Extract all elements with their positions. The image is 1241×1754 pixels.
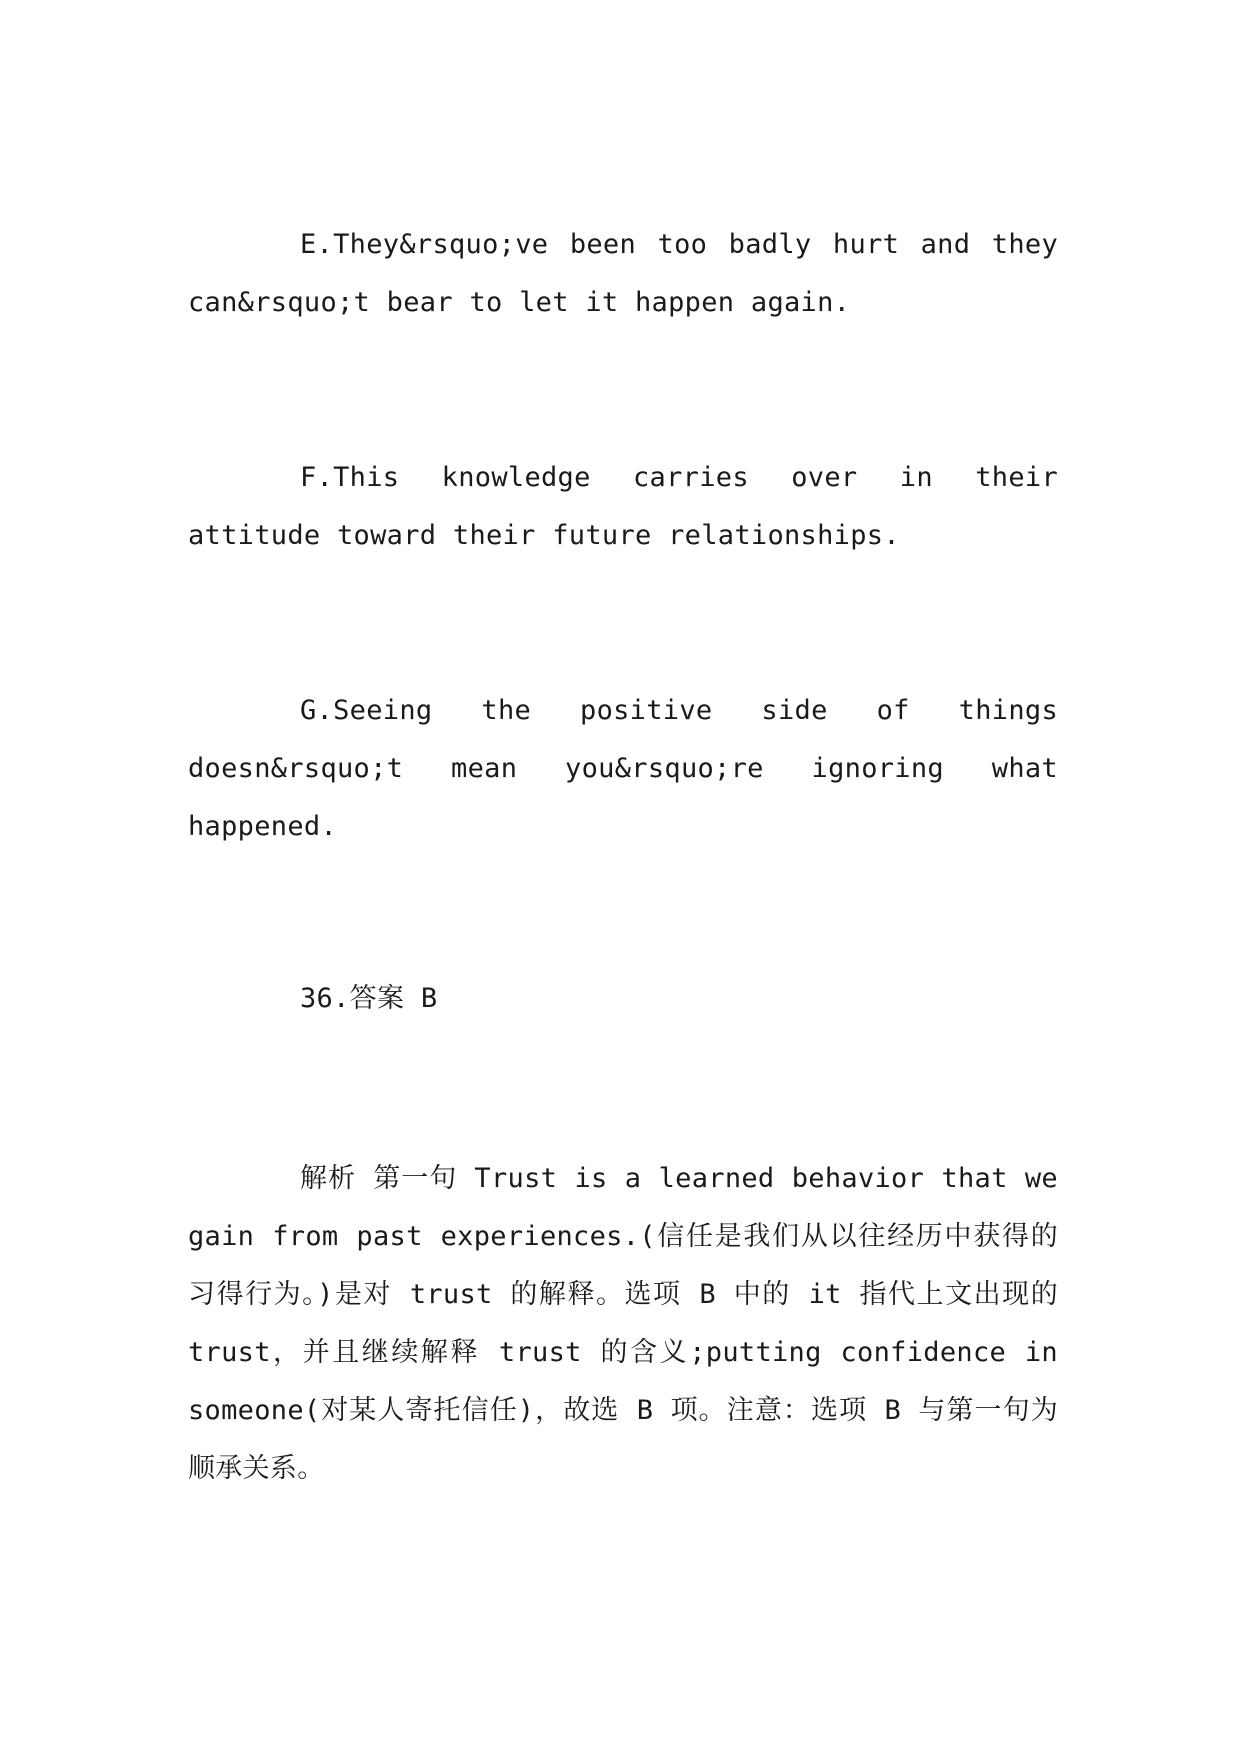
option-g-paragraph: G.Seeing the positive side of things doesn&rsquo;t mean you&rsquo;re ignoring what happened. (188, 695, 1058, 842)
explanation-paragraph: 解析 第一句 Trust is a learned behavior that we gain from past experiences.(信任是我们从以往经历中获得的习得行为。)是对 trust 的解释。选项 B 中的 it 指代上文出现的 trust，并且继续解释 trust 的含义;putting confidence in someone(对某人寄托信任)，故选 B 项。注意：选项 B 与第一句为顺承关系。 (188, 1163, 1058, 1484)
answer-paragraph: 36.答案 B (300, 983, 438, 1014)
option-f-paragraph: F.This knowledge carries over in their attitude toward their future relationships. (188, 462, 1058, 551)
option-e-paragraph: E.They&rsquo;ve been too badly hurt and they can&rsquo;t bear to let it happen again. (188, 229, 1058, 318)
